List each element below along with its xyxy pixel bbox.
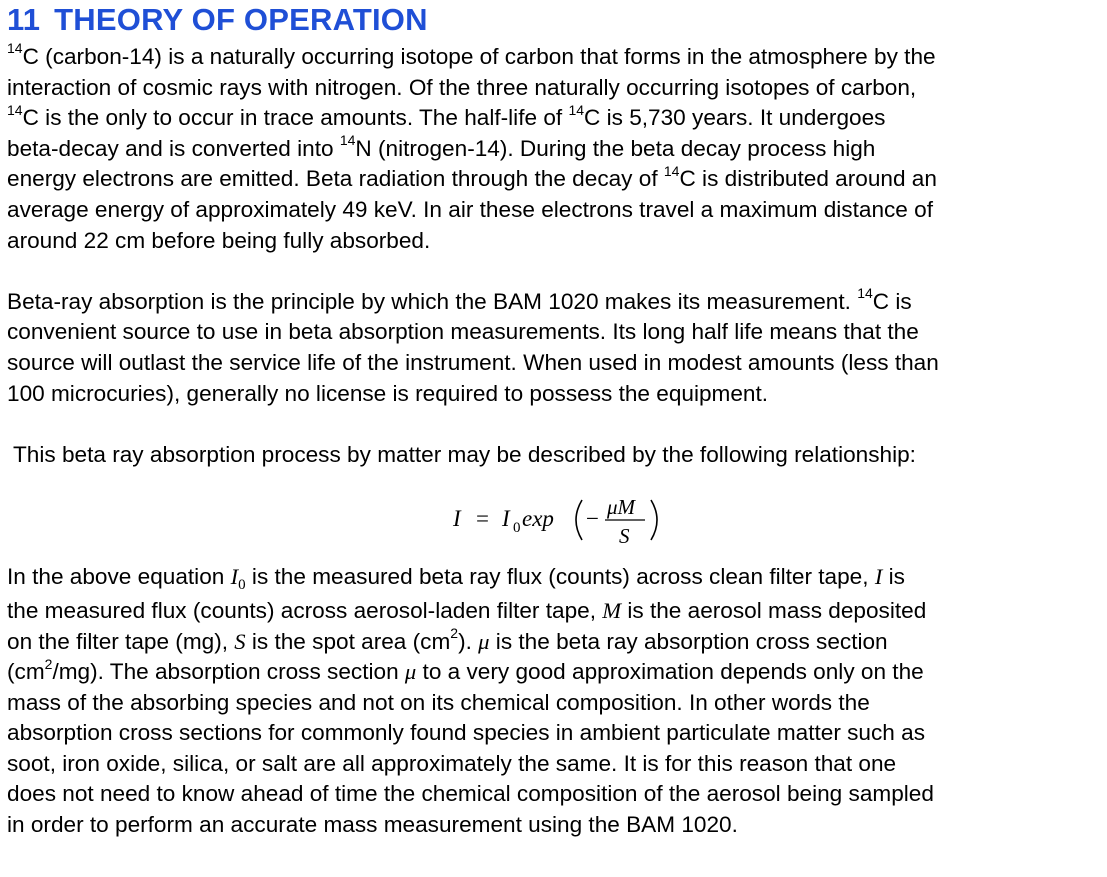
paragraph-relationship-intro	[7, 440, 1101, 471]
text-line: $^{14}$C is the only to occur in trace amounts. The half-life of $^{14}$C is 5,730 years. It undergoes	[7, 101, 886, 131]
math-subscript: 0	[238, 577, 246, 594]
left-paren	[576, 500, 582, 540]
math-variable: I	[230, 564, 239, 590]
text-line: absorption cross sections for commonly found species in ambient particulate matter such as	[7, 720, 925, 746]
superscript: 14	[7, 40, 23, 57]
superscript: 2	[44, 655, 53, 672]
text-line: does not need to know ahead of time the chemical composition of the aerosol being sampled	[7, 781, 934, 807]
text-line: on the filter tape (mg), S is the spot area $(cm^2)$. μ is the beta ray absorption cross section	[7, 624, 888, 654]
text-line: around 22 cm before being fully absorbed.	[7, 227, 431, 253]
equation-graphic	[7, 482, 1101, 560]
math-variable: I	[874, 564, 883, 590]
superscript: 2	[450, 624, 459, 641]
equation-lhs: I	[453, 506, 461, 532]
section-heading	[7, 0, 1101, 42]
text-line: convenient source to use in beta absorption measurements. Its long half life means that the	[7, 319, 919, 345]
right-paren	[651, 500, 657, 540]
math-variable: M	[602, 597, 622, 623]
equation-i0-subscript: 0	[513, 520, 521, 537]
equation-minus: −	[586, 506, 599, 532]
superscript: 14	[663, 162, 680, 179]
text-line: 100 microcuries), generally no license is required to possess the equipment.	[7, 380, 769, 406]
text-line: the measured flux (counts) across aerosol-laden filter tape, M is the aerosol mass deposited	[7, 597, 927, 623]
math-variable: S	[234, 628, 246, 654]
math-variable: μ	[404, 659, 417, 685]
equation-numerator: μM	[607, 495, 636, 520]
paragraph-spacer	[7, 409, 1101, 440]
text-line: source will outlast the service life of the instrument. When used in modest amounts (less than	[7, 349, 939, 375]
text-line: in order to perform an accurate mass measurement using the BAM 1020.	[7, 812, 738, 838]
equation-i0: I	[502, 506, 510, 532]
section-number: 11	[7, 2, 41, 37]
paragraph-equation-explanation	[7, 562, 1101, 840]
superscript: 14	[7, 101, 23, 118]
paragraph-spacer	[7, 256, 1101, 287]
paragraph-carbon-14	[7, 42, 1101, 256]
text-line: mass of the absorbing species and not on its chemical composition. In other words the	[7, 689, 870, 715]
text-line: energy electrons are emitted. Beta radiation through the decay of $^{14}$C is distributed around an	[7, 162, 937, 192]
math-variable: μ	[478, 628, 490, 654]
superscript: 14	[857, 285, 873, 302]
superscript: 14	[568, 101, 585, 118]
superscript: 14	[339, 132, 356, 149]
text-line: beta-decay and is converted into $^{14}$N (nitrogen-14). During the beta decay process high	[7, 132, 876, 161]
text-line: $^{14}$C (carbon-14) is a naturally occurring isotope of carbon that forms in the atmosphere by the	[7, 40, 936, 69]
paragraph-beta-absorption	[7, 287, 1101, 409]
document-page	[7, 0, 1101, 841]
equation-equals: =	[476, 506, 489, 532]
equation-exp: exp	[522, 506, 554, 532]
equation-denominator: S	[619, 524, 630, 549]
section-title: THEORY OF OPERATION	[54, 2, 428, 37]
text-line: soot, iron oxide, silica, or salt are all approximately the same. It is for this reason that one	[7, 750, 897, 776]
text-line: Beta-ray absorption is the principle by which the BAM 1020 makes its measurement. $^{14}$C is	[7, 285, 912, 314]
text-line: interaction of cosmic rays with nitrogen. Of the three naturally occurring isotopes of carbon,	[7, 74, 917, 100]
beta-absorption-equation	[7, 482, 1101, 560]
text-line: This beta ray absorption process by matter may be described by the following relationship:	[13, 441, 916, 467]
text-line: $(cm^2/mg)$. The absorption cross section μ to a very good approximation depends only on the	[7, 655, 924, 685]
text-line: average energy of approximately 49 keV. In air these electrons travel a maximum distance of	[7, 196, 933, 222]
text-line: In the above equation $I_0$ is the measured beta ray flux (counts) across clean filter tape, I is	[7, 564, 905, 594]
